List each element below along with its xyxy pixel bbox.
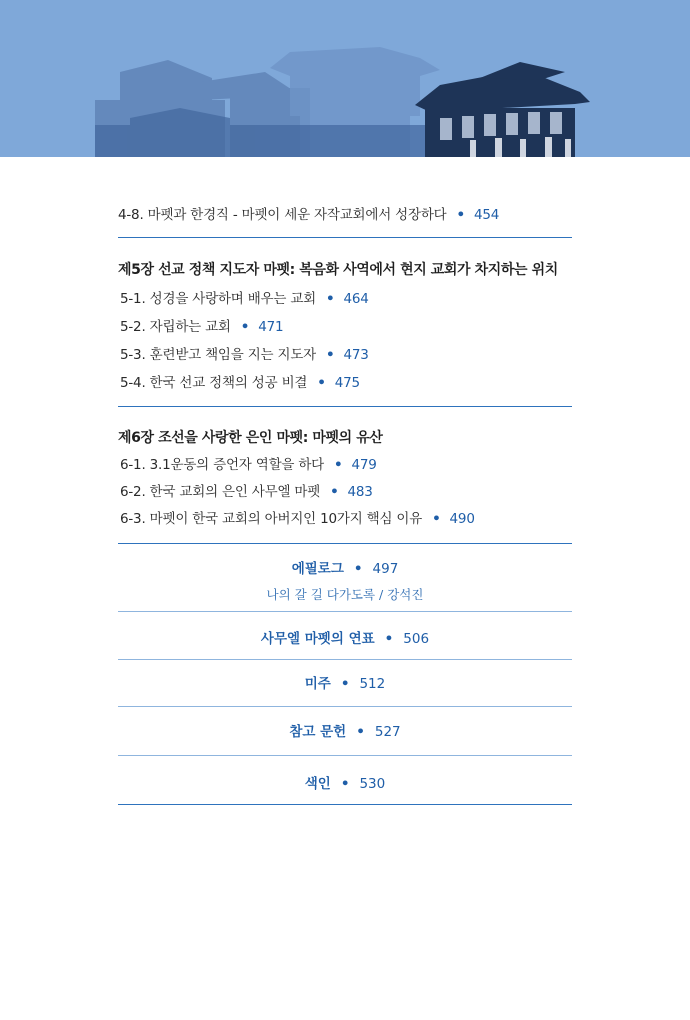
- toc-entry-index[interactable]: [118, 772, 572, 792]
- section-divider: [118, 543, 572, 544]
- entry-page: 454: [473, 207, 500, 223]
- bullet-separator: •: [340, 676, 350, 692]
- entry-label: 에필로그: [291, 561, 344, 577]
- entry-page: 479: [351, 457, 377, 473]
- entry-page: 512: [359, 676, 386, 692]
- bullet-separator: •: [326, 291, 335, 307]
- entry-page: 473: [343, 347, 369, 363]
- bullet-separator: •: [317, 375, 326, 391]
- entry-page: 475: [334, 375, 360, 391]
- entry-label: 5-3. 훈련받고 책임을 지는 지도자: [120, 347, 316, 363]
- entry-label: 5-4. 한국 선교 정책의 성공 비결: [120, 375, 308, 391]
- toc-entry-4-8[interactable]: [118, 203, 499, 223]
- entry-label: 5-2. 자립하는 교회: [120, 319, 231, 335]
- historic-building-photo-icon: [0, 0, 690, 157]
- entry-label: 색인: [304, 776, 331, 792]
- toc-entry-6-2[interactable]: [120, 480, 373, 500]
- entry-label: 4-8. 마펫과 한경직 - 마펫이 세운 자작교회에서 성장하다: [118, 207, 447, 223]
- entry-page: 464: [343, 291, 369, 307]
- bullet-separator: •: [456, 207, 465, 223]
- toc-entry-5-2[interactable]: [120, 315, 283, 335]
- entry-page: 497: [372, 561, 399, 577]
- section-divider: [118, 406, 572, 407]
- toc-entry-references[interactable]: [118, 720, 572, 740]
- entry-label: 6-1. 3.1운동의 증언자 역할을 하다: [120, 457, 325, 473]
- chapter-title: 제6장 조선을 사랑한 은인 마펫: 마펫의 유산: [118, 430, 383, 446]
- entry-page: 527: [374, 724, 401, 740]
- entry-label: 미주: [304, 676, 331, 692]
- section-divider: [118, 659, 572, 660]
- entry-label: 6-3. 마펫이 한국 교회의 아버지인 10가지 핵심 이유: [120, 511, 423, 527]
- toc-entry-chronology[interactable]: [118, 627, 572, 647]
- epilogue-subtitle: 나의 갈 길 다가도록 / 강석진: [266, 587, 424, 602]
- toc-entry-5-1[interactable]: [120, 287, 369, 307]
- bullet-separator: •: [340, 776, 350, 792]
- toc-entry-6-1[interactable]: [120, 453, 377, 473]
- entry-page: 471: [258, 319, 284, 335]
- section-divider: [118, 611, 572, 612]
- toc-entry-epilogue[interactable]: [118, 557, 572, 577]
- section-divider: [118, 755, 572, 756]
- entry-label: 5-1. 성경을 사랑하며 배우는 교회: [120, 291, 316, 307]
- toc-entry-5-4[interactable]: [120, 371, 360, 391]
- toc-entry-notes[interactable]: [118, 672, 572, 692]
- entry-page: 530: [359, 776, 386, 792]
- section-divider: [118, 804, 572, 805]
- bullet-separator: •: [334, 457, 343, 473]
- bullet-separator: •: [432, 511, 441, 527]
- toc-entry-5-3[interactable]: [120, 343, 369, 363]
- bullet-separator: •: [384, 631, 394, 647]
- entry-page: 490: [449, 511, 475, 527]
- bullet-separator: •: [326, 347, 335, 363]
- header-photo-banner: [0, 0, 690, 157]
- section-divider: [118, 706, 572, 707]
- bullet-separator: •: [240, 319, 250, 335]
- section-divider: [118, 237, 572, 238]
- entry-label: 참고 문헌: [289, 724, 347, 740]
- bullet-separator: •: [353, 561, 363, 577]
- bullet-separator: •: [330, 484, 339, 500]
- entry-page: 483: [347, 484, 373, 500]
- entry-page: 506: [403, 631, 430, 647]
- chapter-title: 제5장 선교 정책 지도자 마펫: 복음화 사역에서 현지 교회가 차지하는 위치: [118, 262, 558, 278]
- entry-label: 사무엘 마펫의 연표: [260, 631, 375, 647]
- toc-entry-6-3[interactable]: [120, 507, 475, 527]
- bullet-separator: •: [356, 724, 365, 740]
- entry-label: 6-2. 한국 교회의 은인 사무엘 마펫: [120, 484, 321, 500]
